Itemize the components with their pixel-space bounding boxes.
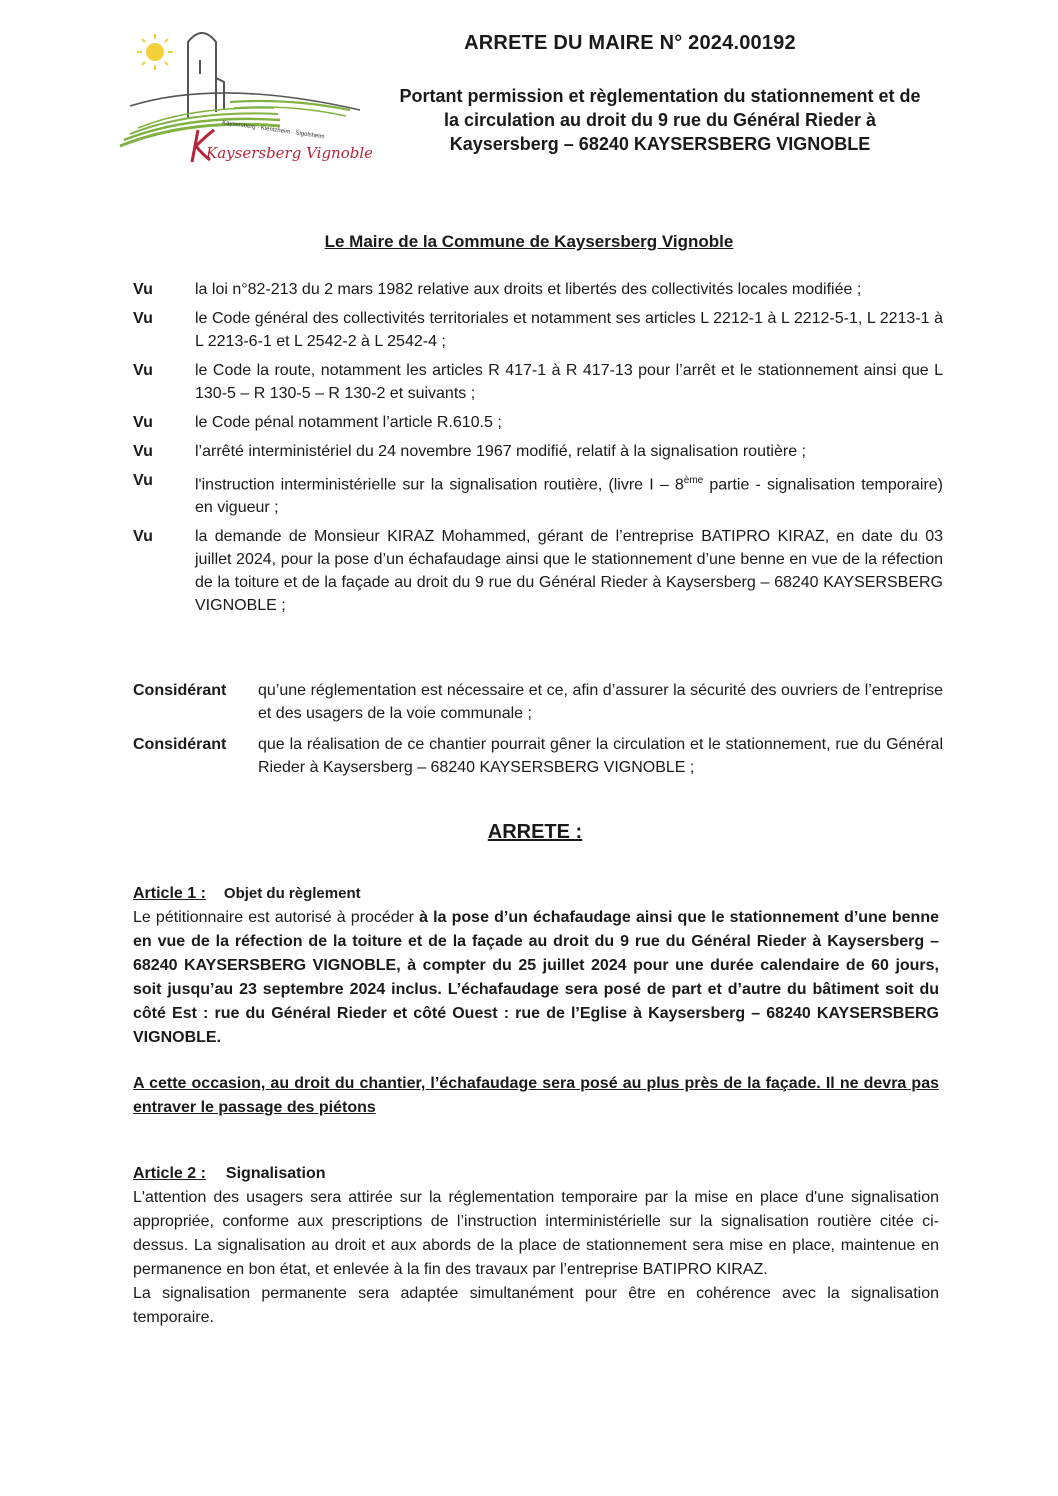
- logo-emblem-icon: [110, 18, 372, 168]
- vu-text: le Code pénal notamment l’article R.610.5 ;: [195, 414, 502, 431]
- considerant-label: Considérant: [133, 736, 227, 753]
- subtitle-line: Kaysersberg – 68240 KAYSERSBERG VIGNOBLE: [449, 134, 871, 154]
- article-bold-text: à la pose d’un échafaudage ainsi que le stationnement d’une benne en vue de la réfection de la toiture et de la façade au droit du 9 rue du Général Rieder à Kaysersberg – 68240 KAYSERSBERG VIGNOBLE, à compter du 25 juillet 2024 pour une durée calendaire de 60 jours, soit jusqu’au 23 septembre 2024 inclus. L’échafaudage sera posé de part et d’autre du bâtiment soit du côté Est : rue du Général Rieder et côté Ouest : rue de l’Eglise à Kaysersberg – 68240 KAYSERSBERG VIGNOBLE.: [133, 909, 940, 1046]
- logo-text: Kaysersberg Vignoble: [206, 144, 372, 162]
- article-2: [133, 1162, 939, 1330]
- article-note: A cette occasion, au droit du chantier, l’échafaudage sera posé au plus près de la façade. Il ne devra pas entraver le passage des piétons: [133, 1075, 939, 1116]
- tower-icon: [188, 33, 224, 118]
- vu-list: [133, 278, 943, 623]
- article-body: [133, 906, 939, 1050]
- vu-text: le Code général des collectivités territoriales et notamment ses articles L 2212-1 à L 2212-5-1, L 2213-1 à L 2213-6-1 et L 2542-2 à L 2542-4 ;: [195, 310, 943, 350]
- vu-label: Vu: [133, 472, 153, 489]
- vu-label: Vu: [133, 528, 153, 546]
- arrete-heading: ARRETE :: [487, 821, 583, 843]
- logo-tagline: Kaysersberg · Kientzheim · Sigolsheim: [221, 120, 325, 141]
- article-title: Objet du règlement: [223, 885, 361, 902]
- vu-label: Vu: [133, 281, 153, 298]
- vu-text-part: l'instruction interministérielle sur la signalisation routière, (livre I – 8: [195, 476, 684, 494]
- considerant-item: [133, 733, 943, 779]
- subtitle-line: la circulation au droit du 9 rue du Général Rieder à: [443, 110, 877, 130]
- vu-text: [195, 469, 943, 519]
- article-number: Article 2 :: [133, 1165, 206, 1182]
- subtitle-line: Portant permission et règlementation du stationnement et de: [399, 86, 921, 106]
- vu-label: Vu: [133, 414, 153, 431]
- vu-item: [133, 525, 943, 617]
- vu-item: [133, 278, 943, 301]
- article-heading: [133, 882, 939, 906]
- vu-item: [133, 359, 943, 405]
- vu-text: la demande de Monsieur KIRAZ Mohammed, gérant de l’entreprise BATIPRO KIRAZ, en date du 03 juillet 2024, pour la pose d’un échafaudage ainsi que le stationnement d’une benne en vue de la réfection de la toiture et de la façade au droit du 9 rue du Général Rieder à Kaysersberg – 68240 KAYSERSBERG VIGNOBLE ;: [195, 528, 943, 615]
- vu-text: la loi n°82-213 du 2 mars 1982 relative aux droits et libertés des collectivités locales modifiée ;: [195, 281, 862, 298]
- vu-item: [133, 440, 943, 463]
- vu-label: Vu: [133, 310, 153, 327]
- article-paragraph: L'attention des usagers sera attirée sur la réglementation temporaire par la mise en place d'une signalisation appropriée, conforme aux prescriptions de l’instruction interministérielle sur la signalisation routière citée ci-dessus. La signalisation au droit et aux abords de la place de stationnement sera mise en place, maintenue en permanence en bon état, et enlevée à la fin des travaux par l’entreprise BATIPRO KIRAZ.: [133, 1189, 939, 1278]
- mayor-heading: Le Maire de la Commune de Kaysersberg Vignoble: [324, 232, 734, 251]
- vu-text: le Code la route, notamment les articles R 417-1 à R 417-13 pour l’arrêt et le stationnement ainsi que L 130-5 – R 130-5 – R 130-2 et suivants ;: [195, 362, 943, 402]
- vu-text-superscript: ème: [683, 475, 704, 486]
- considerant-label: Considérant: [133, 682, 227, 699]
- vu-item: [133, 411, 943, 434]
- article-paragraph: La signalisation permanente sera adaptée simultanément pour être en cohérence avec la signalisation temporaire.: [133, 1285, 939, 1326]
- vu-label: Vu: [133, 443, 153, 460]
- vu-text-part: partie - signalisation temporaire) en vigueur ;: [195, 476, 944, 517]
- article-number: Article 1 :: [133, 885, 206, 902]
- considerant-item: [133, 679, 943, 725]
- vu-item: [133, 307, 943, 353]
- sun-icon: [137, 34, 173, 70]
- vu-text: l’arrêté interministériel du 24 novembre 1967 modifié, relatif à la signalisation routière ;: [195, 443, 806, 460]
- article-1: [133, 882, 939, 1120]
- article-heading: [133, 1162, 939, 1186]
- considerant-text: que la réalisation de ce chantier pourrait gêner la circulation et le stationnement, rue du Général Rieder à Kaysersberg – 68240 KAYSERSBERG VIGNOBLE ;: [258, 736, 943, 776]
- article-intro: Le pétitionnaire est autorisé à procéder: [133, 909, 420, 926]
- considerant-list: [133, 679, 943, 787]
- vu-item: [133, 469, 943, 519]
- article-title: Signalisation: [225, 1165, 326, 1182]
- vu-label: Vu: [133, 362, 153, 379]
- decree-title: ARRETE DU MAIRE N° 2024.00192: [464, 32, 796, 54]
- decree-subtitle: [370, 84, 950, 156]
- considerant-text: qu’une réglementation est nécessaire et ce, afin d’assurer la sécurité des ouvriers de l’entreprise et des usagers de la voie communale ;: [258, 682, 943, 722]
- commune-logo: [110, 18, 372, 168]
